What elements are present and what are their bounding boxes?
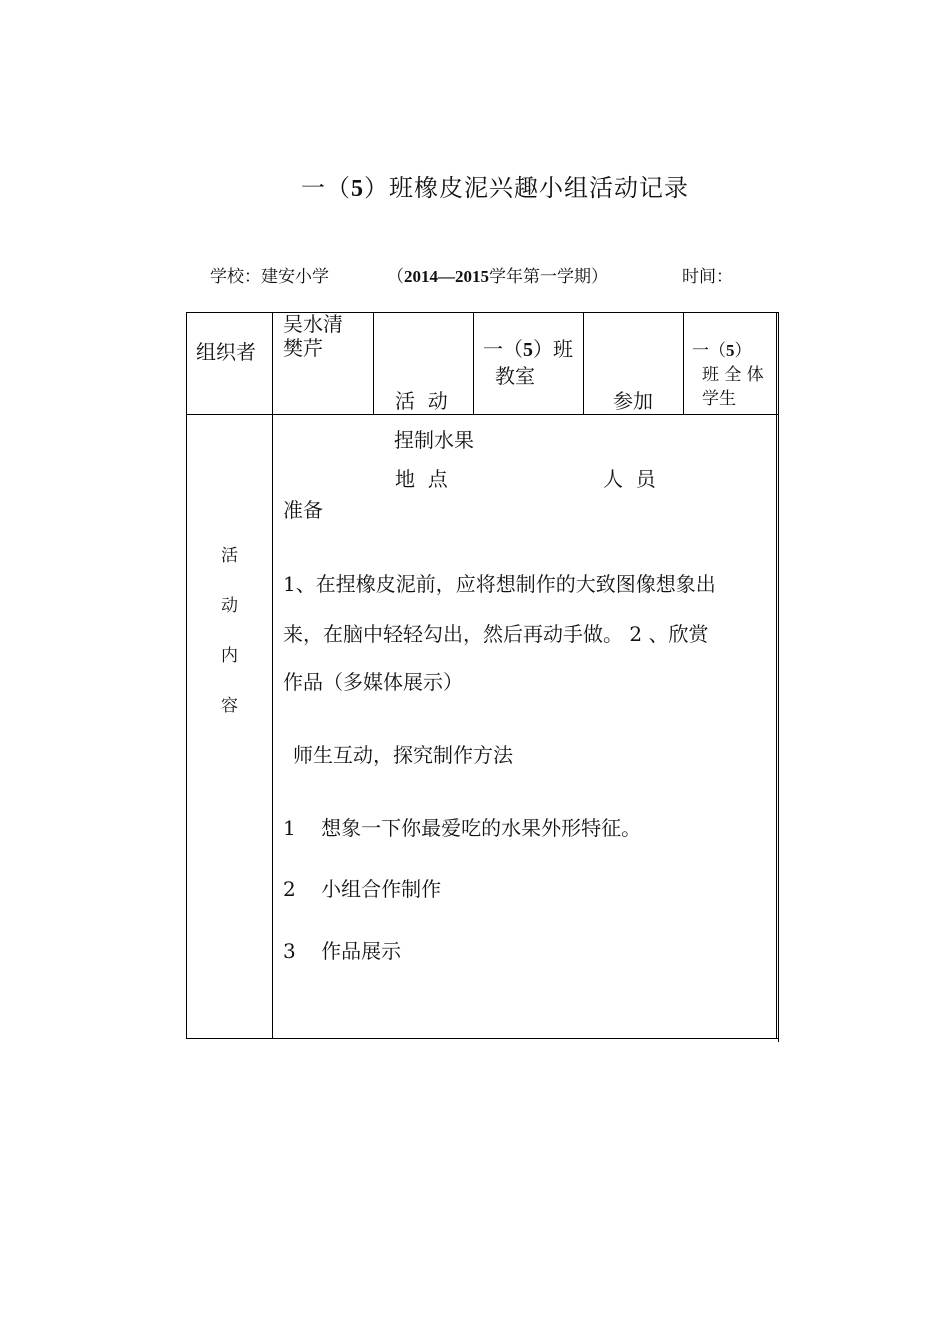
- participants-label-line2: 人 员: [603, 467, 656, 491]
- content-label-char-2: 动: [221, 596, 238, 616]
- title-text-2: ）班橡皮泥兴趣小组活动记录: [364, 174, 689, 202]
- content-line-3: 作品（多媒体展示）: [283, 670, 463, 694]
- table-divider-col3: [473, 312, 474, 415]
- content-line-2: 来，在脑中轻轻勾出，然后再动手做。 2 、欣赏: [283, 622, 709, 646]
- organizer-label: 组织者: [196, 340, 256, 364]
- venue-value-line1: [483, 336, 573, 363]
- content-label-char-4: 容: [221, 696, 238, 716]
- participants-value-line1: [692, 339, 764, 363]
- table-divider-col1: [272, 312, 273, 1039]
- table-divider-col5: [683, 312, 684, 415]
- table-divider-col4: [583, 312, 584, 415]
- content-label-char-1: 活: [221, 546, 238, 566]
- table-border-left: [186, 312, 187, 1039]
- table-divider-row: [186, 414, 778, 415]
- interaction-heading: 师生互动，探究制作方法: [293, 743, 513, 767]
- venue-value-part2: ）班: [533, 337, 573, 361]
- venue-value-line2: 教室: [495, 364, 535, 388]
- venue-value: [483, 336, 573, 389]
- activity-heading: 捏制水果: [394, 428, 474, 452]
- table-border-right-outer: [778, 312, 779, 1042]
- year-open: （: [387, 267, 404, 287]
- participants-value-number: 5: [726, 341, 735, 360]
- page-title: [0, 168, 950, 203]
- participants-value-line3: 学生: [702, 389, 736, 409]
- step-2: 2 小组合作制作: [283, 877, 442, 901]
- prep-heading: 准备: [283, 498, 323, 522]
- step-3: 3 作品展示: [283, 939, 402, 963]
- table-border-right: [776, 312, 777, 1039]
- participants-value: [692, 339, 764, 411]
- participants-value-part1: 一（: [692, 341, 726, 361]
- participants-label: [603, 336, 656, 544]
- school-label: 学校：建安小学: [210, 267, 329, 287]
- venue-label-line2: 地 点: [395, 467, 448, 491]
- year-rest: 学年第一学期）: [489, 267, 608, 287]
- content-line-1: 1、在捏橡皮泥前，应将想制作的大致图像想象出: [283, 572, 716, 596]
- participants-value-part2: ）: [734, 341, 752, 361]
- venue-value-number: 5: [523, 339, 533, 361]
- content-label-char-3: 内: [221, 646, 238, 666]
- table-divider-col2: [373, 312, 374, 415]
- title-number: 5: [351, 176, 364, 202]
- title-text-1: 一（: [301, 174, 351, 202]
- venue-label-line1: 活 动: [395, 389, 448, 413]
- year-range: 2014—2015: [404, 267, 489, 286]
- table-border-bottom: [186, 1038, 778, 1039]
- table-border-top: [186, 312, 779, 313]
- step-1: 1 想象一下你最爱吃的水果外形特征。: [283, 816, 642, 840]
- participants-value-line2: 班 全 体: [702, 365, 764, 385]
- academic-year: [387, 262, 608, 287]
- participants-label-line1: 参加: [613, 389, 653, 413]
- venue-value-part1: 一（: [483, 337, 523, 361]
- organizer-name-2: 樊芹: [283, 336, 323, 360]
- organizer-name-1: 吴水清: [283, 312, 343, 336]
- organizer-names: [283, 312, 343, 360]
- time-label: 时间：: [682, 267, 733, 287]
